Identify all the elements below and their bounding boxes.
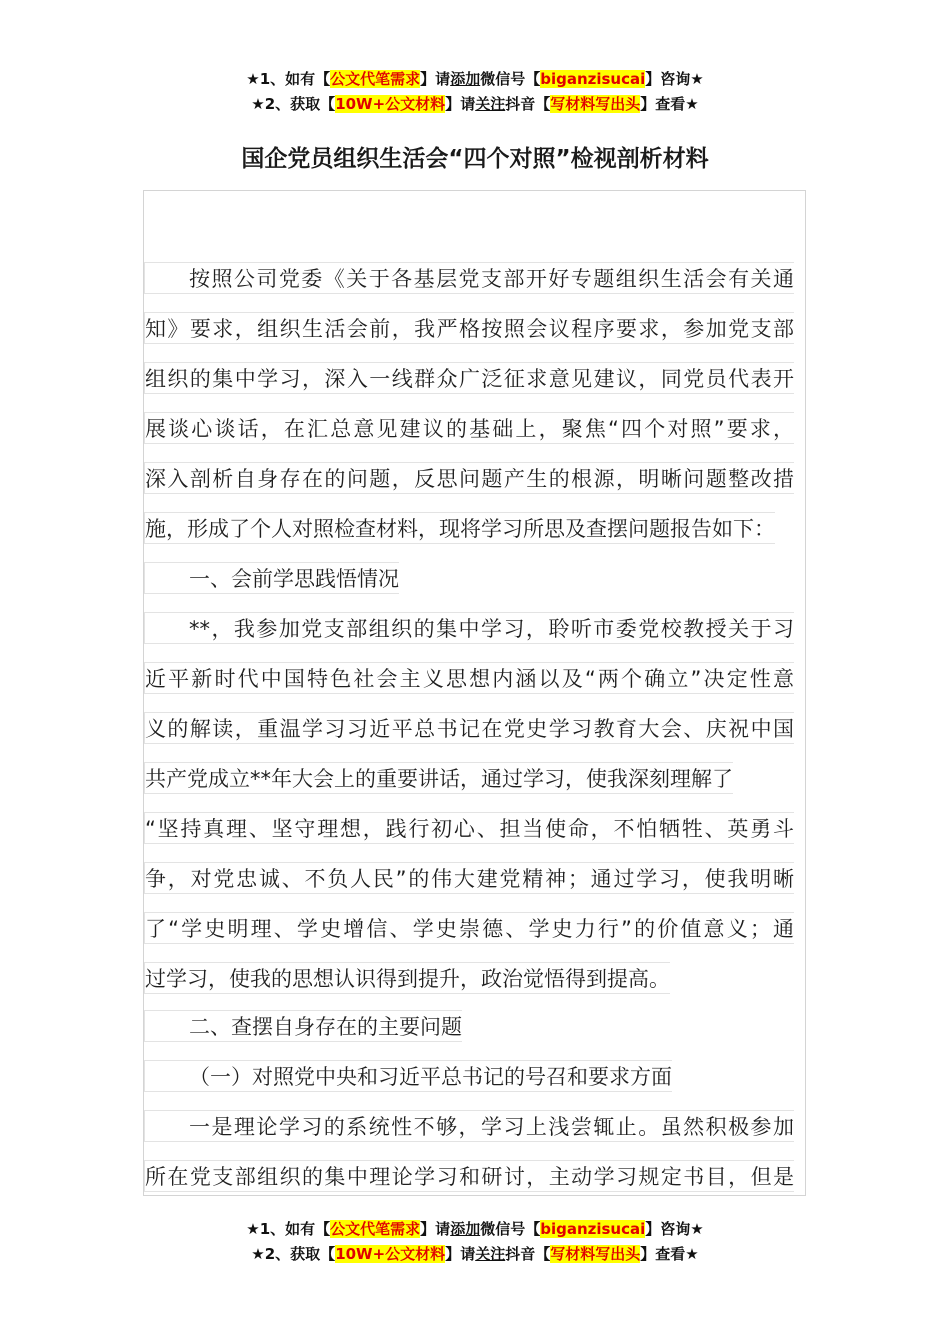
promo-highlight: biganzisucai xyxy=(540,70,646,88)
promo-highlight: 写材料写出头 xyxy=(550,1245,641,1263)
body-line: 争，对党忠诚、不负人民”的伟大建党精神；通过学习，使我明晰 xyxy=(144,862,794,894)
promo-highlight: 公文代笔需求 xyxy=(330,1220,421,1238)
body-line: 组织的集中学习，深入一线群众广泛征求意见建议，同党员代表开 xyxy=(144,362,794,394)
promo-highlight: 10W+公文材料 xyxy=(335,1245,446,1263)
promo-highlight: 10W+公文材料 xyxy=(335,95,446,113)
promo-highlight: biganzisucai xyxy=(540,1220,646,1238)
promo-line-1-top: ★1、如有【公文代笔需求】请添加微信号【biganzisucai】咨询★ xyxy=(246,70,704,88)
body-line: “坚持真理、坚守理想，践行初心、担当使命，不怕牺牲、英勇斗 xyxy=(144,812,794,844)
body-line: 按照公司党委《关于各基层党支部开好专题组织生活会有关通 xyxy=(144,262,794,294)
subsection-heading: （一）对照党中央和习近平总书记的号召和要求方面 xyxy=(144,1060,672,1092)
body-line: 共产党成立**年大会上的重要讲话，通过学习，使我深刻理解了 xyxy=(144,762,733,794)
body-line: 知》要求，组织生活会前，我严格按照会议程序要求，参加党支部 xyxy=(144,312,794,344)
body-line: **，我参加党支部组织的集中学习，聆听市委党校教授关于习 xyxy=(144,612,794,644)
promo-highlight: 写材料写出头 xyxy=(550,95,641,113)
body-line: 深入剖析自身存在的问题，反思问题产生的根源，明晰问题整改措 xyxy=(144,462,794,494)
body-line: 一是理论学习的系统性不够，学习上浅尝辄止。虽然积极参加 xyxy=(144,1110,794,1142)
promo-highlight: 公文代笔需求 xyxy=(330,70,421,88)
body-line: 义的解读，重温学习习近平总书记在党史学习教育大会、庆祝中国 xyxy=(144,712,794,744)
body-line: 过学习，使我的思想认识得到提升，政治觉悟得到提高。 xyxy=(144,962,670,994)
promo-line-2-top: ★2、获取【10W+公文材料】请关注抖音【写材料写出头】查看★ xyxy=(251,95,699,113)
promo-line-2-bottom: ★2、获取【10W+公文材料】请关注抖音【写材料写出头】查看★ xyxy=(251,1245,699,1263)
promo-line-1-bottom: ★1、如有【公文代笔需求】请添加微信号【biganzisucai】咨询★ xyxy=(246,1220,704,1238)
body-line: 了“学史明理、学史增信、学史崇德、学史力行”的价值意义；通 xyxy=(144,912,794,944)
section-heading: 二、查摆自身存在的主要问题 xyxy=(144,1010,462,1042)
body-line: 展谈心谈话，在汇总意见建议的基础上，聚焦“四个对照”要求， xyxy=(144,412,794,444)
body-line: 近平新时代中国特色社会主义思想内涵以及“两个确立”决定性意 xyxy=(144,662,794,694)
section-heading: 一、会前学思践悟情况 xyxy=(144,562,399,594)
document-title: 国企党员组织生活会“四个对照”检视剖析材料 xyxy=(241,146,709,172)
body-line: 施，形成了个人对照检查材料，现将学习所思及查摆问题报告如下： xyxy=(144,512,775,544)
body-line: 所在党支部组织的集中理论学习和研讨，主动学习规定书目，但是 xyxy=(144,1160,794,1192)
